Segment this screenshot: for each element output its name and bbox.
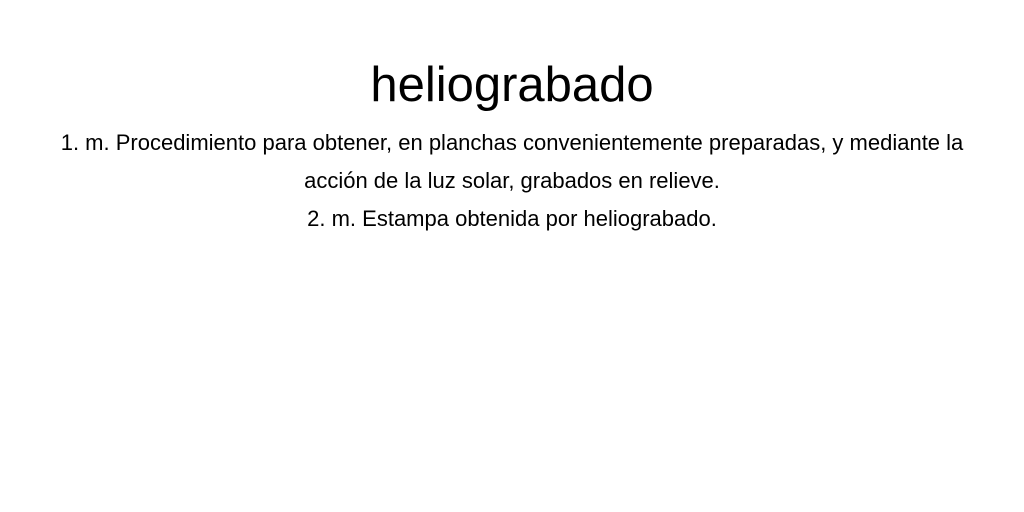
headword: heliograbado [370, 58, 654, 112]
definition-2: 2. m. Estampa obtenida por heliograbado. [307, 206, 717, 231]
definition-list [40, 124, 984, 238]
definition-1: 1. m. Procedimiento para obtener, en planchas convenientemente preparadas, y mediante la acción de la luz solar, grabados en relieve. [60, 130, 964, 193]
